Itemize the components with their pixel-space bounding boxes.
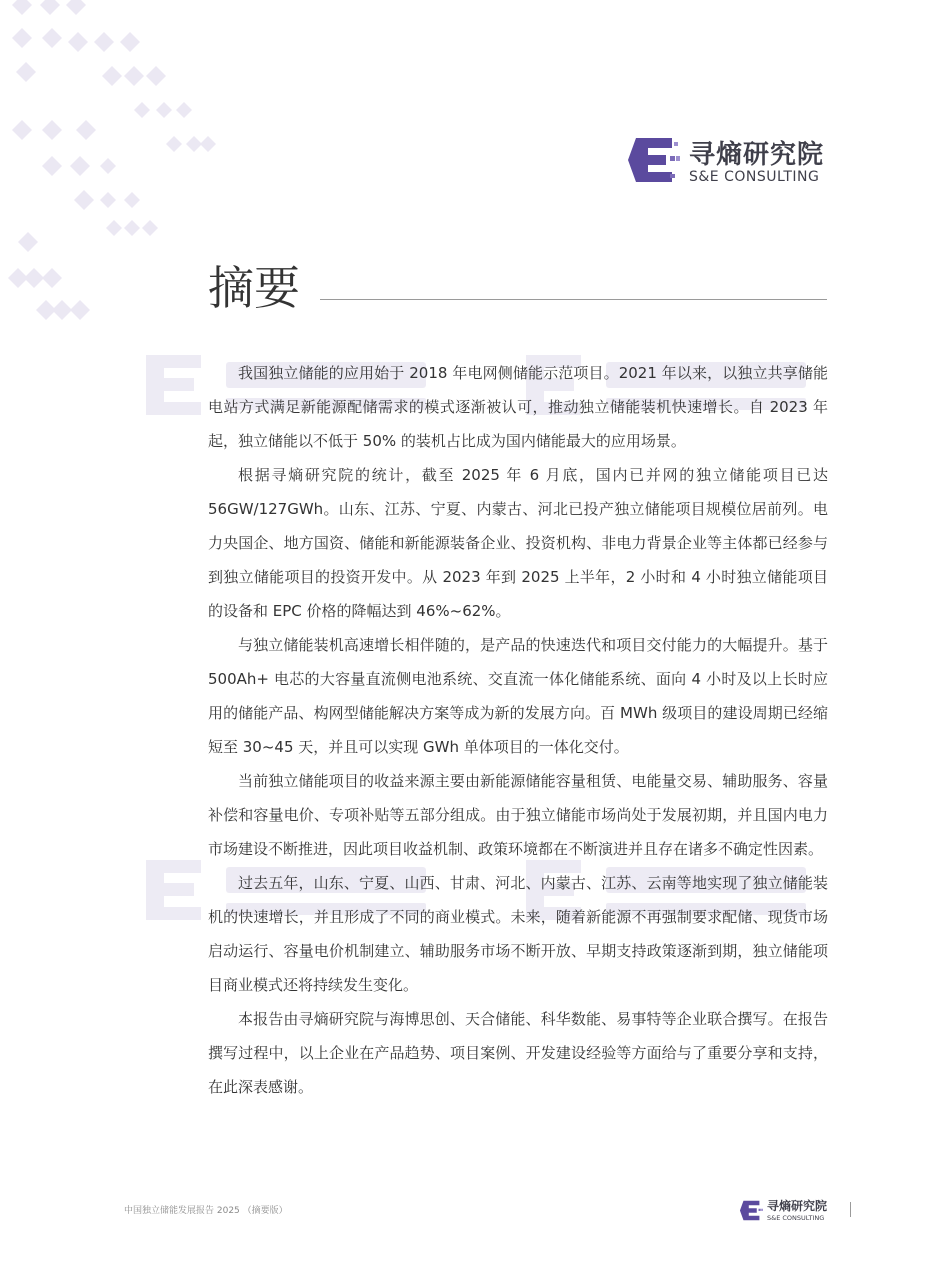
- paragraph: 我国独立储能的应用始于 2018 年电网侧储能示范项目。2021 年以来，以独立共享储能电站方式满足新能源配储需求的模式逐渐被认可，推动独立储能装机快速增长。自 2023 年起，独立储能以不低于 50% 的装机占比成为国内储能最大的应用场景。: [208, 364, 828, 450]
- footer-divider: [850, 1202, 851, 1217]
- title-divider: [320, 299, 827, 300]
- decorative-dot: [176, 102, 192, 118]
- decorative-dot: [68, 32, 88, 52]
- paragraph: 根据寻熵研究院的统计，截至 2025 年 6 月底，国内已并网的独立储能项目已达 56GW/127GWh。山东、江苏、宁夏、内蒙古、河北已投产独立储能项目规模位居前列。电力央国企、地方国资、储能和新能源装备企业、投资机构、非电力背景企业等主体都已经参与到独立储能项目的投资开发中。从 2023 年到 2025 上半年，2 小时和 4 小时独立储能项目的设备和 EPC 价格的降幅达到 46%~62%。: [208, 466, 828, 620]
- decorative-dot: [40, 0, 60, 15]
- decorative-dot: [52, 300, 72, 320]
- decorative-dot: [200, 136, 216, 152]
- decorative-dot: [124, 192, 140, 208]
- decorative-dot: [156, 102, 172, 118]
- decorative-dot: [146, 66, 166, 86]
- decorative-dot: [70, 156, 90, 176]
- decorative-dot: [166, 136, 182, 152]
- decorative-dot: [120, 32, 140, 52]
- decorative-dot: [42, 120, 62, 140]
- decorative-dot: [106, 220, 122, 236]
- decorative-dot: [100, 192, 116, 208]
- paragraph: 过去五年，山东、宁夏、山西、甘肃、河北、内蒙古、江苏、云南等地实现了独立储能装机的快速增长，并且形成了不同的商业模式。未来，随着新能源不再强制要求配储、现货市场启动运行、容量电价机制建立、辅助服务市场不断开放、早期支持政策逐渐到期，独立储能项目商业模式还将持续发生变化。: [208, 874, 828, 994]
- decorative-dot-pattern: [0, 0, 230, 330]
- decorative-dot: [102, 66, 122, 86]
- decorative-dot: [186, 136, 202, 152]
- brand-footer: [739, 1197, 839, 1225]
- brand-name-cn: 寻熵研究院: [689, 140, 825, 170]
- decorative-dot: [12, 120, 32, 140]
- decorative-dot: [100, 158, 116, 174]
- decorative-dot: [134, 102, 150, 118]
- decorative-dot: [66, 0, 86, 15]
- decorative-dot: [74, 190, 94, 210]
- decorative-dot: [124, 220, 140, 236]
- decorative-dot: [12, 28, 32, 48]
- paragraph: 当前独立储能项目的收益来源主要由新能源储能容量租赁、电能量交易、辅助服务、容量补偿和容量电价、专项补贴等五部分组成。由于独立储能市场尚处于发展初期，并且国内电力市场建设不断推进，因此项目收益机制、政策环境都在不断演进并且存在诸多不确定性因素。: [208, 772, 828, 858]
- decorative-dot: [70, 300, 90, 320]
- decorative-dot: [42, 28, 62, 48]
- decorative-dot: [124, 66, 144, 86]
- brand-name-en: S&E CONSULTING: [767, 1214, 825, 1222]
- decorative-dot: [42, 268, 62, 288]
- abstract-body: [208, 356, 828, 1104]
- brand-header: [626, 132, 836, 188]
- decorative-dot: [142, 220, 158, 236]
- paragraph: 与独立储能装机高速增长相伴随的，是产品的快速迭代和项目交付能力的大幅提升。基于 500Ah+ 电芯的大容量直流侧电池系统、交直流一体化储能系统、面向 4 小时及以上长时应用的储能产品、构网型储能解决方案等成为新的发展方向。百 MWh 级项目的建设周期已经缩短至 30~45 天，并且可以实现 GWh 单体项目的一体化交付。: [208, 636, 828, 756]
- decorative-dot: [16, 62, 36, 82]
- brand-name-en: S&E CONSULTING: [689, 169, 820, 185]
- decorative-dot: [24, 268, 44, 288]
- decorative-dot: [12, 0, 32, 15]
- decorative-dot: [18, 232, 38, 252]
- footer-report-title: 中国独立储能发展报告 2025 （摘要版）: [124, 1206, 288, 1216]
- page-title: 摘要: [208, 261, 300, 315]
- brand-name-cn: 寻熵研究院: [767, 1199, 828, 1213]
- decorative-dot: [94, 32, 114, 52]
- se-logo-icon: [739, 1199, 763, 1222]
- paragraph: 本报告由寻熵研究院与海博思创、天合储能、科华数能、易事特等企业联合撰写。在报告撰写过程中，以上企业在产品趋势、项目案例、开发建设经验等方面给与了重要分享和支持，在此深表感谢。: [208, 1010, 828, 1096]
- se-logo-icon: [626, 134, 680, 186]
- decorative-dot: [42, 156, 62, 176]
- decorative-dot: [76, 120, 96, 140]
